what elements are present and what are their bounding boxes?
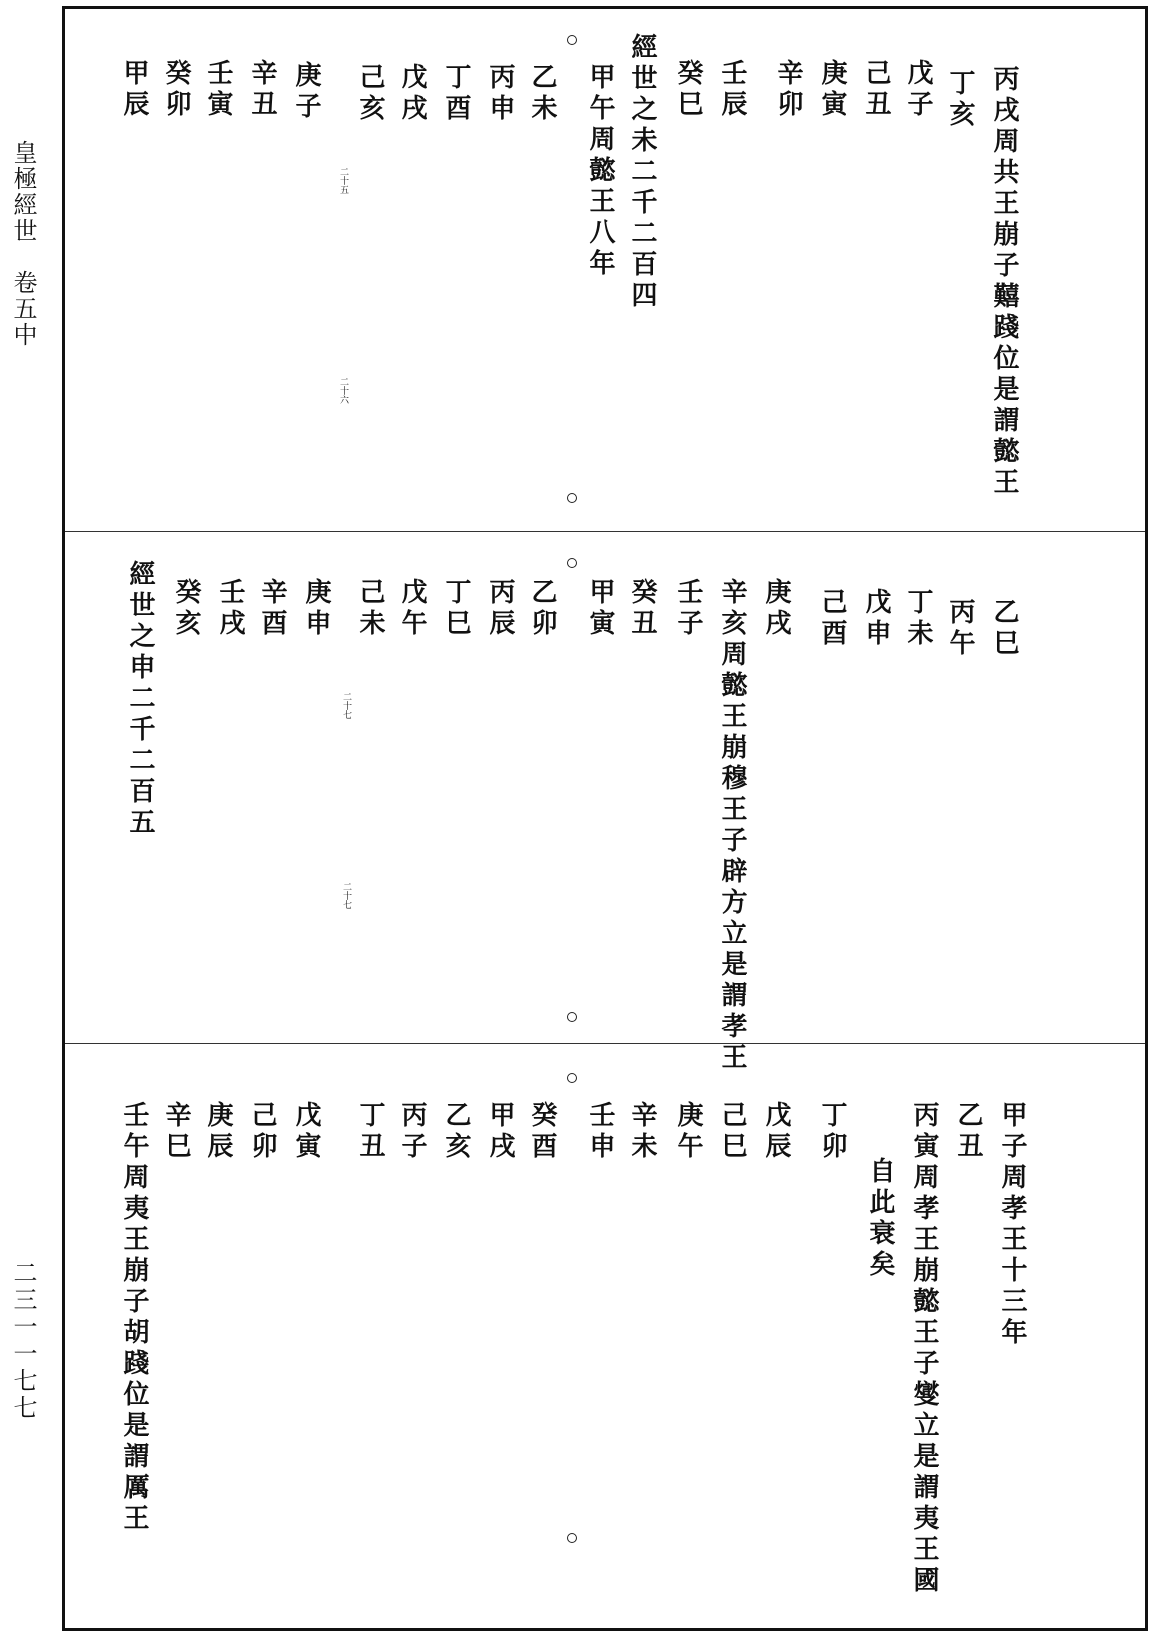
entry-jihai: 己亥 xyxy=(355,63,385,125)
entry-renzi: 壬子 xyxy=(673,578,703,640)
entry-dingyou: 丁酉 xyxy=(441,63,471,125)
entry-dinghai: 丁亥 xyxy=(945,69,975,131)
panel-3 xyxy=(65,1095,1145,1628)
entry-guichou: 癸丑 xyxy=(627,578,657,640)
entry-gengchen: 庚辰 xyxy=(203,1101,233,1163)
entry-renxu: 壬戌 xyxy=(215,578,245,640)
entry-dingmao: 丁卯 xyxy=(817,1101,847,1163)
entry-jisi: 己巳 xyxy=(717,1101,747,1163)
entry-wuchen: 戊辰 xyxy=(761,1101,791,1163)
entry-jiayin: 甲寅 xyxy=(585,578,615,640)
entry-xinsi: 辛巳 xyxy=(161,1101,191,1163)
entry-renshen: 壬申 xyxy=(585,1101,615,1163)
entry-wuwu: 戊午 xyxy=(397,578,427,640)
entry-renyin: 壬寅 xyxy=(203,59,233,121)
entry-yisi: 乙巳 xyxy=(989,598,1019,660)
panel-2 xyxy=(65,552,1145,1095)
margin-note: 二十六 xyxy=(338,377,348,404)
entry-guisi: 癸巳 xyxy=(673,59,703,121)
entry-gengwu: 庚午 xyxy=(673,1101,703,1163)
entry-wuzi: 戊子 xyxy=(903,59,933,121)
entry-xinmao: 辛卯 xyxy=(773,59,803,121)
binding-hole xyxy=(567,558,577,568)
entry-bingshen: 丙申 xyxy=(485,63,515,125)
entry-renwu: 壬午周夷王崩子胡踐位是謂厲王 xyxy=(119,1101,149,1535)
entry-dingwei: 丁未 xyxy=(903,588,933,650)
entry-jiazi: 甲子周孝王十三年 xyxy=(997,1101,1027,1349)
entry-xinchou: 辛丑 xyxy=(247,59,277,121)
entry-yichou: 乙丑 xyxy=(953,1101,983,1163)
entry-xinhai: 辛亥周懿王崩穆王子辟方立是謂孝王 xyxy=(717,578,747,1074)
panel-divider xyxy=(65,1043,1145,1044)
entry-gengshen: 庚申 xyxy=(301,578,331,640)
entry-wuyin: 戊寅 xyxy=(291,1101,321,1163)
section-heading-wei: 經世之未二千二百四 xyxy=(627,33,657,312)
entry-jiawu: 甲午周懿王八年 xyxy=(585,63,615,280)
entry-bingyin: 丙寅周孝王崩懿王子燮立是謂夷王國 xyxy=(909,1101,939,1597)
binding-hole xyxy=(567,1533,577,1543)
entry-renchen: 壬辰 xyxy=(717,59,747,121)
entry-gengxu: 庚戌 xyxy=(761,578,791,640)
margin-note: 二十七 xyxy=(341,882,351,909)
entry-yimao: 乙卯 xyxy=(527,578,557,640)
entry-jichou: 己丑 xyxy=(861,59,891,121)
entry-jimao: 己卯 xyxy=(247,1101,277,1163)
entry-gengyin: 庚寅 xyxy=(817,59,847,121)
entry-guiyou: 癸酉 xyxy=(527,1101,557,1163)
binding-hole xyxy=(567,1073,577,1083)
entry-jiachen: 甲辰 xyxy=(119,59,149,121)
entry-bingwu: 丙午 xyxy=(945,598,975,660)
section-heading-shen: 經世之申二千二百五 xyxy=(125,560,155,839)
panel-1 xyxy=(65,9,1145,552)
entry-jiaxu: 甲戌 xyxy=(485,1101,515,1163)
entry-jiwei: 己未 xyxy=(355,578,385,640)
entry-xinyou: 辛酉 xyxy=(257,578,287,640)
margin-note: 二十五 xyxy=(338,167,348,194)
binding-hole xyxy=(567,35,577,45)
entry-guihai: 癸亥 xyxy=(171,578,201,640)
margin-book-title: 皇極經世 卷五中 xyxy=(9,140,37,348)
entry-bingchen: 丙辰 xyxy=(485,578,515,640)
entry-jiyou: 己酉 xyxy=(817,588,847,650)
margin-page-number: 二三一一七七 xyxy=(9,1260,37,1422)
binding-hole xyxy=(567,1012,577,1022)
entry-bingyin-cont: 自此衰矣 xyxy=(865,1157,895,1281)
entry-bingxu: 丙戌周共王崩子囏踐位是謂懿王 xyxy=(989,65,1019,499)
entry-dingsi: 丁巳 xyxy=(441,578,471,640)
entry-dingchou: 丁丑 xyxy=(355,1101,385,1163)
margin-note: 二十七 xyxy=(341,692,351,719)
entry-wushen: 戊申 xyxy=(861,588,891,650)
entry-bingzi: 丙子 xyxy=(397,1101,427,1163)
entry-gengzi: 庚子 xyxy=(291,61,321,123)
entry-wuxu: 戊戌 xyxy=(397,63,427,125)
entry-yiwei: 乙未 xyxy=(527,63,557,125)
page-frame xyxy=(62,6,1148,1631)
entry-yihai: 乙亥 xyxy=(441,1101,471,1163)
panel-divider xyxy=(65,531,1145,532)
binding-hole xyxy=(567,493,577,503)
entry-guimao: 癸卯 xyxy=(161,59,191,121)
entry-xinwei: 辛未 xyxy=(627,1101,657,1163)
